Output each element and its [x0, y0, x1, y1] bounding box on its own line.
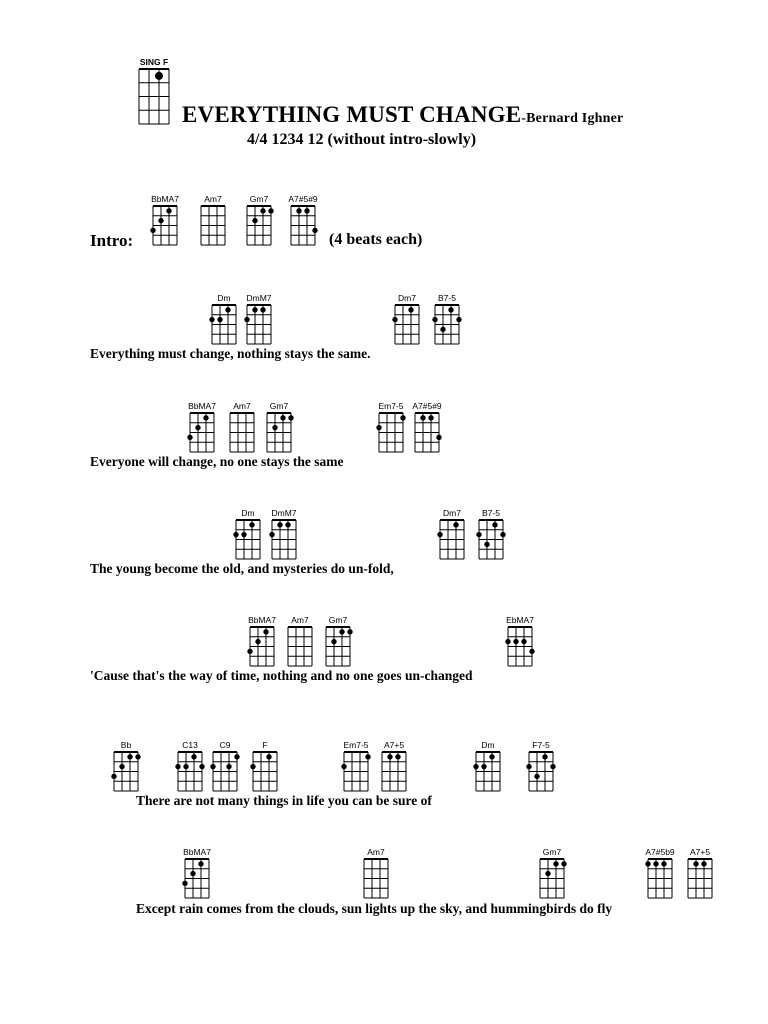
finger-dot — [341, 764, 346, 769]
finger-dot — [339, 629, 344, 634]
chord-name: Gm7 — [542, 847, 562, 857]
finger-dot — [456, 317, 461, 322]
finger-dot — [347, 629, 352, 634]
chord-diagram — [285, 615, 315, 667]
chord-diagram — [537, 847, 567, 899]
fretboard-grid — [412, 401, 442, 453]
chord-diagram — [473, 740, 503, 792]
chord-name: Dm — [217, 293, 231, 303]
finger-dot — [209, 317, 214, 322]
finger-dot — [432, 317, 437, 322]
chord-name: Dm7 — [398, 293, 416, 303]
finger-dot — [182, 881, 187, 886]
finger-dot — [263, 629, 268, 634]
fretboard-grid — [645, 847, 675, 899]
intro-note: (4 beats each) — [329, 231, 423, 248]
finger-dot — [155, 72, 163, 80]
fretboard-grid — [288, 194, 318, 246]
fretboard-grid — [175, 740, 205, 792]
finger-dot — [420, 415, 425, 420]
chord-name: Am7 — [367, 847, 385, 857]
finger-dot — [210, 764, 215, 769]
finger-dot — [175, 764, 180, 769]
chord-diagram — [247, 615, 277, 667]
finger-dot — [285, 522, 290, 527]
chord-diagram — [341, 740, 371, 792]
fretboard-grid — [264, 401, 294, 453]
chord-diagram — [210, 740, 240, 792]
finger-dot — [437, 532, 442, 537]
chord-diagram — [150, 194, 180, 246]
fretboard-grid — [376, 401, 406, 453]
finger-dot — [653, 861, 658, 866]
chord-name: Gm7 — [249, 194, 269, 204]
finger-dot — [225, 307, 230, 312]
fretboard-grid — [437, 508, 467, 560]
chord-diagram — [288, 194, 318, 246]
finger-dot — [542, 754, 547, 759]
chord-name: C9 — [219, 740, 231, 750]
finger-dot — [448, 307, 453, 312]
fretboard-grid — [379, 740, 409, 792]
finger-dot — [400, 415, 405, 420]
fretboard-grid — [432, 293, 462, 345]
chord-name: Dm7 — [443, 508, 461, 518]
finger-dot — [553, 861, 558, 866]
chord-diagram — [412, 401, 442, 453]
chord-diagram — [227, 401, 257, 453]
finger-dot — [395, 754, 400, 759]
finger-dot — [252, 307, 257, 312]
finger-dot — [529, 649, 534, 654]
finger-dot — [473, 764, 478, 769]
chord-diagram — [111, 740, 141, 792]
finger-dot — [521, 639, 526, 644]
chord-diagram — [244, 293, 274, 345]
chord-diagram — [685, 847, 715, 899]
finger-dot — [250, 764, 255, 769]
finger-dot — [481, 764, 486, 769]
finger-dot — [241, 532, 246, 537]
chord-name: Gm7 — [269, 401, 289, 411]
finger-dot — [296, 208, 301, 213]
fretboard-grid — [182, 847, 212, 899]
fretboard-grid — [250, 740, 280, 792]
fretboard-grid — [187, 401, 217, 453]
lyric-line-5: There are not many things in life you can be sure of — [136, 793, 432, 808]
chord-name: A7+5 — [383, 740, 405, 750]
chord-name: A7#5#9 — [288, 194, 318, 204]
finger-dot — [266, 754, 271, 759]
chord-diagram — [376, 401, 406, 453]
chord-name: DmM7 — [271, 508, 297, 518]
sing-f-chord-diagram — [136, 57, 172, 125]
finger-dot — [365, 754, 370, 759]
fretboard-grid — [198, 194, 228, 246]
finger-dot — [392, 317, 397, 322]
finger-dot — [249, 522, 254, 527]
finger-dot — [191, 754, 196, 759]
tempo-line: 4/4 1234 12 (without intro-slowly) — [247, 131, 477, 148]
chord-diagram — [244, 194, 274, 246]
chord-name: B7-5 — [438, 293, 456, 303]
finger-dot — [158, 218, 163, 223]
fretboard-grid — [210, 740, 240, 792]
fretboard-grid — [269, 508, 299, 560]
finger-dot — [260, 208, 265, 213]
finger-dot — [252, 218, 257, 223]
finger-dot — [280, 415, 285, 420]
fretboard-grid — [285, 615, 315, 667]
finger-dot — [476, 532, 481, 537]
finger-dot — [288, 415, 293, 420]
chord-diagram — [505, 615, 535, 667]
song-title — [182, 102, 623, 128]
finger-dot — [428, 415, 433, 420]
lyric-line-1: Everything must change, nothing stays the same. — [90, 346, 371, 361]
finger-dot — [304, 208, 309, 213]
finger-dot — [244, 317, 249, 322]
finger-dot — [127, 754, 132, 759]
finger-dot — [199, 764, 204, 769]
chord-diagram — [392, 293, 422, 345]
chord-name: BbMA7 — [188, 401, 216, 411]
chord-diagram — [250, 740, 280, 792]
finger-dot — [119, 764, 124, 769]
finger-dot — [217, 317, 222, 322]
chord-name: BbMA7 — [151, 194, 179, 204]
fretboard-grid — [111, 740, 141, 792]
author-text: -Bernard Ighner — [521, 111, 624, 126]
finger-dot — [561, 861, 566, 866]
finger-dot — [269, 532, 274, 537]
chord-diagram — [264, 401, 294, 453]
fretboard-grid — [244, 293, 274, 345]
finger-dot — [492, 522, 497, 527]
finger-dot — [440, 327, 445, 332]
chord-name: Dm — [241, 508, 255, 518]
finger-dot — [195, 425, 200, 430]
chord-name: F — [262, 740, 268, 750]
finger-dot — [550, 764, 555, 769]
lyric-line-6: Except rain comes from the clouds, sun lights up the sky, and hummingbirds do fly — [136, 901, 613, 916]
chord-name: DmM7 — [246, 293, 272, 303]
fretboard-grid — [136, 57, 172, 125]
finger-dot — [545, 871, 550, 876]
fretboard-grid — [473, 740, 503, 792]
finger-dot — [489, 754, 494, 759]
fretboard-grid — [244, 194, 274, 246]
fretboard-grid — [537, 847, 567, 899]
finger-dot — [453, 522, 458, 527]
finger-dot — [387, 754, 392, 759]
finger-dot — [111, 774, 116, 779]
chord-name: Dm — [481, 740, 495, 750]
finger-dot — [166, 208, 171, 213]
finger-dot — [505, 639, 510, 644]
chord-diagram — [476, 508, 506, 560]
finger-dot — [255, 639, 260, 644]
finger-dot — [268, 208, 273, 213]
chord-diagram — [175, 740, 205, 792]
finger-dot — [233, 532, 238, 537]
chord-name: BbMA7 — [183, 847, 211, 857]
chord-diagram — [526, 740, 556, 792]
chord-diagram — [432, 293, 462, 345]
finger-dot — [226, 764, 231, 769]
chord-name: A7+5 — [689, 847, 711, 857]
finger-dot — [376, 425, 381, 430]
fretboard-grid — [209, 293, 239, 345]
finger-dot — [203, 415, 208, 420]
fretboard-grid — [392, 293, 422, 345]
chord-diagram — [437, 508, 467, 560]
finger-dot — [312, 228, 317, 233]
finger-dot — [234, 754, 239, 759]
finger-dot — [247, 649, 252, 654]
chord-name: Am7 — [291, 615, 309, 625]
fretboard-grid — [150, 194, 180, 246]
finger-dot — [190, 871, 195, 876]
finger-dot — [331, 639, 336, 644]
chord-diagram — [361, 847, 391, 899]
chord-name: F7-5 — [532, 740, 550, 750]
fretboard-grid — [526, 740, 556, 792]
chord-diagram — [209, 293, 239, 345]
finger-dot — [135, 754, 140, 759]
intro-label: Intro: — [90, 231, 134, 250]
finger-dot — [150, 228, 155, 233]
chord-diagram — [323, 615, 353, 667]
chord-name: SING F — [139, 57, 169, 67]
chord-name: A7#5b9 — [645, 847, 675, 857]
lyric-line-3: The young become the old, and mysteries do un-fold, — [90, 561, 394, 576]
finger-dot — [272, 425, 277, 430]
finger-dot — [408, 307, 413, 312]
title-text: EVERYTHING MUST CHANGE — [182, 102, 522, 127]
fretboard-grid — [685, 847, 715, 899]
chord-name: Em7-5 — [378, 401, 404, 411]
finger-dot — [645, 861, 650, 866]
chord-name: Bb — [120, 740, 132, 750]
chord-diagram — [182, 847, 212, 899]
chord-name: Am7 — [204, 194, 222, 204]
finger-dot — [183, 764, 188, 769]
finger-dot — [187, 435, 192, 440]
chord-diagram — [198, 194, 228, 246]
lyric-line-2: Everyone will change, no one stays the same — [90, 454, 344, 469]
chord-diagram — [187, 401, 217, 453]
finger-dot — [260, 307, 265, 312]
chord-name: Gm7 — [328, 615, 348, 625]
finger-dot — [198, 861, 203, 866]
finger-dot — [436, 435, 441, 440]
fretboard-grid — [233, 508, 263, 560]
fretboard-grid — [341, 740, 371, 792]
finger-dot — [701, 861, 706, 866]
finger-dot — [534, 774, 539, 779]
chord-name: C13 — [182, 740, 198, 750]
chord-diagram — [379, 740, 409, 792]
fretboard-grid — [247, 615, 277, 667]
chord-name: Am7 — [233, 401, 251, 411]
chord-diagram — [233, 508, 263, 560]
chord-name: Em7-5 — [343, 740, 369, 750]
finger-dot — [513, 639, 518, 644]
finger-dot — [500, 532, 505, 537]
fretboard-grid — [361, 847, 391, 899]
fretboard-grid — [227, 401, 257, 453]
chord-name: EbMA7 — [506, 615, 534, 625]
chord-diagram — [269, 508, 299, 560]
fretboard-grid — [476, 508, 506, 560]
finger-dot — [526, 764, 531, 769]
fretboard-grid — [323, 615, 353, 667]
finger-dot — [661, 861, 666, 866]
fretboard-grid — [505, 615, 535, 667]
lyric-line-4: 'Cause that's the way of time, nothing and no one goes un-changed — [90, 668, 473, 683]
chord-name: BbMA7 — [248, 615, 276, 625]
finger-dot — [693, 861, 698, 866]
chord-name: A7#5#9 — [412, 401, 442, 411]
chord-name: B7-5 — [482, 508, 500, 518]
finger-dot — [277, 522, 282, 527]
chord-diagram — [645, 847, 675, 899]
finger-dot — [484, 542, 489, 547]
